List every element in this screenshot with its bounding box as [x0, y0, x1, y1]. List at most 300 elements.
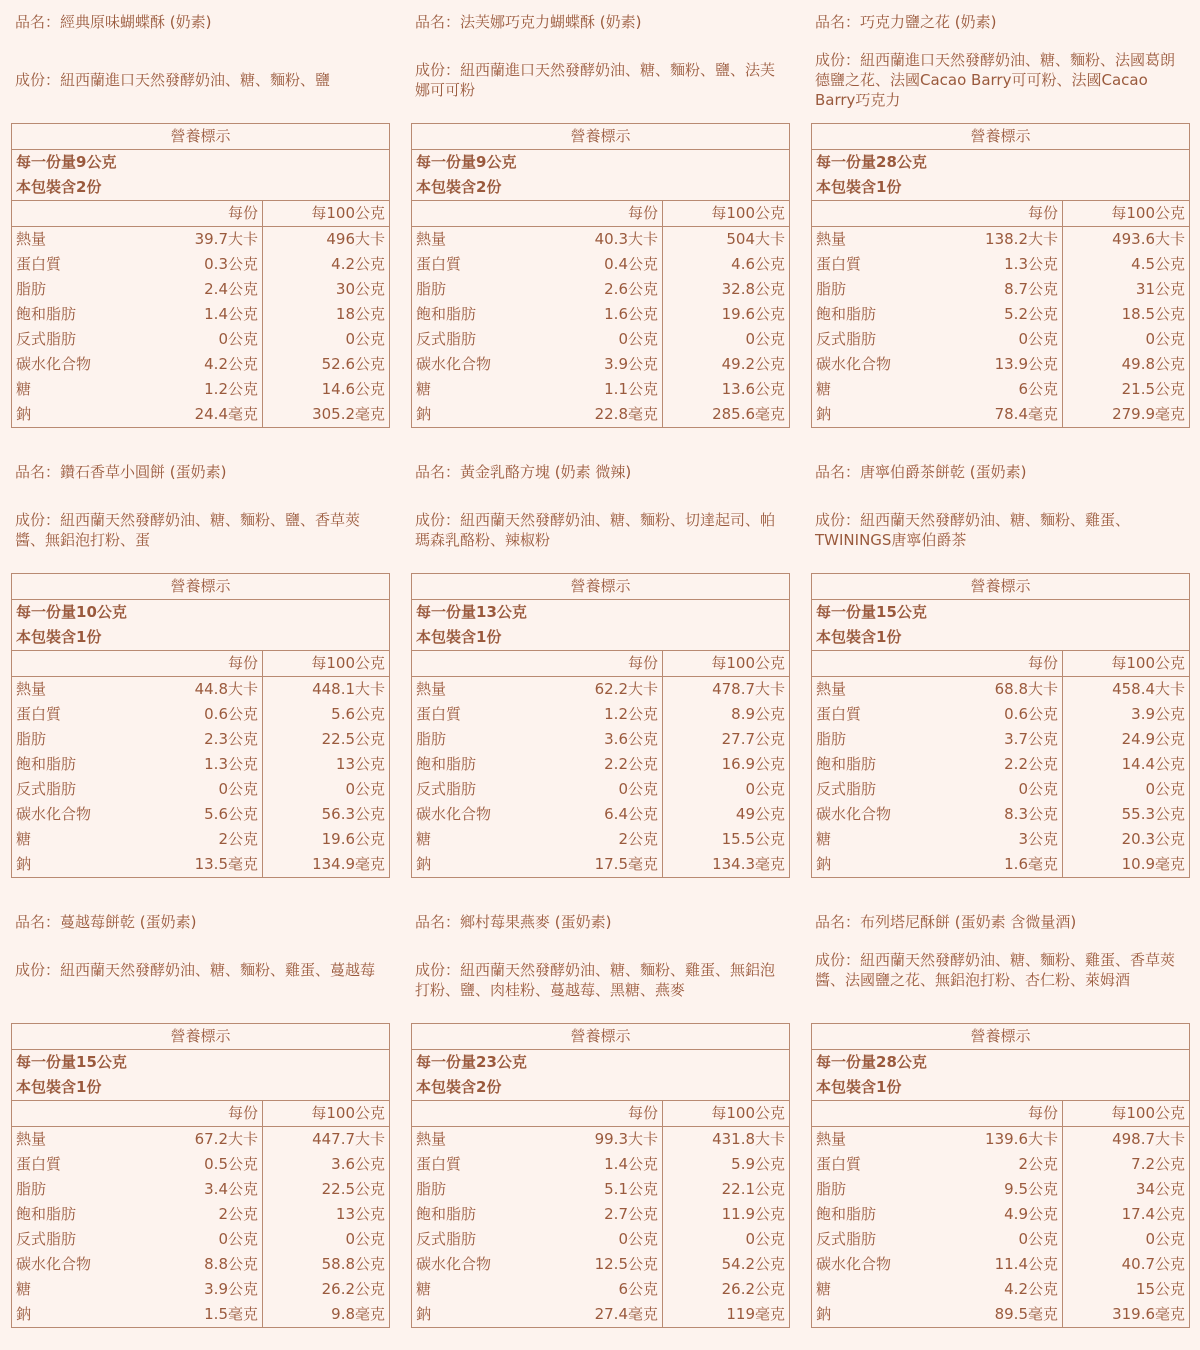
serving-size [412, 1050, 790, 1076]
serving-size-value: 9公克 [76, 153, 117, 171]
per-serving-value: 5.1公克 [557, 1177, 663, 1202]
per-serving-value: 24.4毫克 [157, 402, 263, 428]
serving-size-prefix: 每一份量 [816, 1053, 877, 1071]
nutrient-row [812, 227, 1190, 253]
product-name-prefix: 品名： [15, 913, 61, 931]
per-100g-value: 30公克 [263, 277, 390, 302]
serving-size-value: 23公克 [476, 1053, 527, 1071]
nutrient-name: 鈉 [12, 852, 157, 878]
package-value: 1份 [876, 628, 902, 646]
serving-size-value: 13公克 [476, 603, 527, 621]
product-ingredients [15, 510, 383, 550]
nutrient-row [412, 302, 790, 327]
per-serving-value: 2.4公克 [157, 277, 263, 302]
per-100g-header: 每100公克 [263, 651, 390, 677]
per-serving-value: 13.9公克 [957, 352, 1063, 377]
nutrient-row [12, 1252, 390, 1277]
nutrient-name: 熱量 [12, 1127, 157, 1153]
nutrient-row [812, 1277, 1190, 1302]
product-name-value: 布列塔尼酥餅 (蛋奶素 含微量酒) [860, 913, 1077, 931]
per-100g-value: 40.7公克 [1063, 1252, 1190, 1277]
per-100g-value: 5.6公克 [263, 702, 390, 727]
nutrient-row [12, 1152, 390, 1177]
per-100g-value: 0公克 [663, 777, 790, 802]
per-100g-value: 52.6公克 [263, 352, 390, 377]
nutrient-row [412, 852, 790, 878]
nutrient-name: 蛋白質 [412, 252, 557, 277]
per-100g-value: 31公克 [1063, 277, 1190, 302]
nutrient-row [812, 252, 1190, 277]
per-serving-value: 6公克 [557, 1277, 663, 1302]
serving-size-value: 15公克 [876, 603, 927, 621]
per-100g-value: 32.8公克 [663, 277, 790, 302]
per-100g-value: 54.2公克 [663, 1252, 790, 1277]
product-card [11, 0, 389, 440]
per-100g-value: 10.9毫克 [1063, 852, 1190, 878]
per-serving-value: 1.6公克 [557, 302, 663, 327]
per-100g-value: 13.6公克 [663, 377, 790, 402]
nutrition-title: 營養標示 [812, 1024, 1190, 1050]
serving-size-row [12, 1050, 390, 1076]
per-serving-value: 3.6公克 [557, 727, 663, 752]
product-name [15, 462, 227, 482]
package-row [812, 1075, 1190, 1101]
serving-size [812, 600, 1190, 626]
nutrient-row [12, 227, 390, 253]
nutrient-name: 鈉 [12, 1302, 157, 1328]
per-serving-value: 0.4公克 [557, 252, 663, 277]
nutrition-title: 營養標示 [812, 124, 1190, 150]
header-blank [412, 1101, 557, 1127]
per-100g-value: 13公克 [263, 1202, 390, 1227]
serving-size-prefix: 每一份量 [16, 603, 77, 621]
servings-per-package [12, 1075, 390, 1101]
per-serving-value: 44.8大卡 [157, 677, 263, 703]
serving-size [812, 1050, 1190, 1076]
serving-size-row [412, 150, 790, 176]
per-serving-value: 1.3公克 [957, 252, 1063, 277]
per-100g-value: 498.7大卡 [1063, 1127, 1190, 1153]
per-serving-value: 78.4毫克 [957, 402, 1063, 428]
per-serving-value: 0公克 [557, 777, 663, 802]
nutrient-name: 糖 [12, 827, 157, 852]
nutrient-row [412, 377, 790, 402]
per-100g-value: 56.3公克 [263, 802, 390, 827]
package-prefix: 本包裝含 [816, 1078, 877, 1096]
nutrient-name: 碳水化合物 [412, 352, 557, 377]
serving-size-value: 9公克 [476, 153, 517, 171]
per-serving-value: 6.4公克 [557, 802, 663, 827]
ingredients-value: 紐西蘭進口天然發酵奶油、糖、麵粉、鹽、法芙娜可可粉 [415, 61, 776, 99]
nutrient-row [412, 702, 790, 727]
per-100g-value: 478.7大卡 [663, 677, 790, 703]
product-name-value: 經典原味蝴蝶酥 (奶素) [60, 13, 212, 31]
nutrition-table [411, 1023, 790, 1328]
per-100g-value: 134.9毫克 [263, 852, 390, 878]
per-100g-value: 279.9毫克 [1063, 402, 1190, 428]
nutrient-name: 熱量 [12, 227, 157, 253]
per-100g-value: 20.3公克 [1063, 827, 1190, 852]
nutrient-name: 反式脂肪 [12, 777, 157, 802]
nutrient-name: 飽和脂肪 [812, 1202, 957, 1227]
per-serving-value: 0公克 [957, 1227, 1063, 1252]
nutrient-name: 飽和脂肪 [412, 302, 557, 327]
serving-size [812, 150, 1190, 176]
product-ingredients [415, 960, 783, 1000]
nutrient-row [812, 302, 1190, 327]
nutrition-title-row [812, 124, 1190, 150]
package-value: 1份 [876, 1078, 902, 1096]
per-serving-value: 27.4毫克 [557, 1302, 663, 1328]
nutrient-name: 蛋白質 [812, 252, 957, 277]
servings-per-package [812, 625, 1190, 651]
nutrient-row [12, 352, 390, 377]
nutrient-row [12, 302, 390, 327]
per-100g-value: 448.1大卡 [263, 677, 390, 703]
product-ingredients [815, 510, 1183, 550]
per-100g-value: 4.5公克 [1063, 252, 1190, 277]
ingredients-value: 紐西蘭天然發酵奶油、糖、麵粉、鹽、香草莢醬、無鋁泡打粉、蛋 [15, 511, 361, 549]
per-serving-value: 5.6公克 [157, 802, 263, 827]
product-name-prefix: 品名： [415, 913, 461, 931]
nutrient-name: 碳水化合物 [12, 802, 157, 827]
per-100g-value: 55.3公克 [1063, 802, 1190, 827]
nutrient-row [12, 1227, 390, 1252]
serving-size-value: 28公克 [876, 153, 927, 171]
ingredients-prefix: 成份： [15, 511, 61, 529]
nutrient-row [812, 1127, 1190, 1153]
nutrient-name: 脂肪 [412, 727, 557, 752]
nutrient-name: 脂肪 [12, 1177, 157, 1202]
per-serving-value: 9.5公克 [957, 1177, 1063, 1202]
per-serving-value: 1.2公克 [557, 702, 663, 727]
per-100g-header: 每100公克 [263, 201, 390, 227]
nutrient-name: 鈉 [812, 1302, 957, 1328]
serving-size-prefix: 每一份量 [416, 603, 477, 621]
serving-size-row [12, 600, 390, 626]
package-prefix: 本包裝含 [816, 178, 877, 196]
nutrition-title-row [12, 124, 390, 150]
ingredients-value: 紐西蘭天然發酵奶油、糖、麵粉、雞蛋、香草莢醬、法國鹽之花、無鋁泡打粉、杏仁粉、萊姆酒 [815, 951, 1176, 989]
nutrient-row [12, 402, 390, 428]
per-serving-value: 8.3公克 [957, 802, 1063, 827]
nutrient-row [812, 377, 1190, 402]
nutrient-name: 反式脂肪 [412, 1227, 557, 1252]
nutrition-title-row [12, 574, 390, 600]
package-value: 2份 [476, 178, 502, 196]
per-100g-value: 285.6毫克 [663, 402, 790, 428]
per-serving-value: 2公克 [157, 1202, 263, 1227]
per-serving-value: 0.3公克 [157, 252, 263, 277]
nutrient-name: 反式脂肪 [12, 327, 157, 352]
product-card [11, 450, 389, 890]
nutrient-name: 鈉 [812, 402, 957, 428]
per-100g-value: 58.8公克 [263, 1252, 390, 1277]
serving-size-prefix: 每一份量 [16, 1053, 77, 1071]
nutrition-table [411, 123, 790, 428]
per-serving-value: 2.2公克 [957, 752, 1063, 777]
per-100g-value: 22.1公克 [663, 1177, 790, 1202]
package-prefix: 本包裝含 [416, 178, 477, 196]
nutrition-table [411, 573, 790, 878]
column-header-row [412, 1101, 790, 1127]
nutrient-row [12, 1202, 390, 1227]
per-serving-header: 每份 [557, 201, 663, 227]
serving-size-row [412, 1050, 790, 1076]
package-value: 1份 [876, 178, 902, 196]
per-100g-value: 305.2毫克 [263, 402, 390, 428]
product-name [815, 12, 997, 32]
package-prefix: 本包裝含 [816, 628, 877, 646]
nutrient-row [12, 777, 390, 802]
per-serving-value: 8.7公克 [957, 277, 1063, 302]
nutrient-row [12, 327, 390, 352]
per-100g-value: 24.9公克 [1063, 727, 1190, 752]
per-serving-value: 0公克 [157, 1227, 263, 1252]
header-blank [12, 651, 157, 677]
per-100g-value: 447.7大卡 [263, 1127, 390, 1153]
per-serving-header: 每份 [557, 1101, 663, 1127]
nutrient-name: 熱量 [412, 227, 557, 253]
nutrient-name: 熱量 [812, 677, 957, 703]
servings-per-package [12, 625, 390, 651]
nutrient-row [412, 677, 790, 703]
per-serving-value: 0公克 [957, 777, 1063, 802]
per-100g-value: 22.5公克 [263, 1177, 390, 1202]
ingredients-prefix: 成份： [815, 951, 861, 969]
nutrient-name: 反式脂肪 [812, 777, 957, 802]
nutrient-row [412, 227, 790, 253]
per-serving-value: 1.4公克 [157, 302, 263, 327]
ingredients-value: 紐西蘭天然發酵奶油、糖、麵粉、切達起司、帕瑪森乳酪粉、辣椒粉 [415, 511, 776, 549]
per-100g-value: 4.2公克 [263, 252, 390, 277]
serving-size-value: 10公克 [76, 603, 127, 621]
nutrient-row [12, 1302, 390, 1328]
nutrition-table [11, 1023, 390, 1328]
per-100g-value: 0公克 [263, 777, 390, 802]
product-name [415, 12, 642, 32]
serving-size-prefix: 每一份量 [416, 153, 477, 171]
package-row [812, 175, 1190, 201]
product-name-prefix: 品名： [415, 463, 461, 481]
nutrient-name: 碳水化合物 [812, 802, 957, 827]
product-card [411, 0, 789, 440]
per-serving-value: 17.5毫克 [557, 852, 663, 878]
per-100g-header: 每100公克 [663, 201, 790, 227]
product-name-value: 法芙娜巧克力蝴蝶酥 (奶素) [460, 13, 642, 31]
column-header-row [12, 1101, 390, 1127]
product-ingredients [815, 50, 1183, 110]
per-serving-value: 22.8毫克 [557, 402, 663, 428]
nutrient-name: 脂肪 [412, 277, 557, 302]
nutrition-table [811, 573, 1190, 878]
nutrient-row [812, 1177, 1190, 1202]
nutrient-row [812, 1202, 1190, 1227]
column-header-row [412, 201, 790, 227]
nutrient-name: 蛋白質 [12, 1152, 157, 1177]
nutrient-row [12, 702, 390, 727]
ingredients-prefix: 成份： [415, 511, 461, 529]
ingredients-prefix: 成份： [815, 511, 861, 529]
product-ingredients [815, 950, 1183, 990]
nutrient-name: 鈉 [412, 1302, 557, 1328]
per-serving-value: 2.2公克 [557, 752, 663, 777]
header-blank [812, 651, 957, 677]
per-serving-value: 0.5公克 [157, 1152, 263, 1177]
nutrient-name: 飽和脂肪 [412, 1202, 557, 1227]
per-100g-value: 14.6公克 [263, 377, 390, 402]
nutrient-row [412, 1277, 790, 1302]
package-row [12, 1075, 390, 1101]
package-prefix: 本包裝含 [416, 628, 477, 646]
nutrient-row [12, 827, 390, 852]
nutrient-name: 熱量 [412, 677, 557, 703]
per-100g-value: 15公克 [1063, 1277, 1190, 1302]
per-serving-value: 4.2公克 [157, 352, 263, 377]
per-serving-header: 每份 [157, 651, 263, 677]
servings-per-package [412, 1075, 790, 1101]
per-100g-value: 7.2公克 [1063, 1152, 1190, 1177]
package-row [812, 625, 1190, 651]
per-100g-value: 19.6公克 [663, 302, 790, 327]
per-serving-value: 2.7公克 [557, 1202, 663, 1227]
column-header-row [812, 1101, 1190, 1127]
nutrient-name: 飽和脂肪 [12, 1202, 157, 1227]
product-name [415, 462, 631, 482]
product-name-value: 巧克力鹽之花 (奶素) [860, 13, 997, 31]
per-serving-header: 每份 [957, 201, 1063, 227]
ingredients-value: 紐西蘭天然發酵奶油、糖、麵粉、雞蛋、TWININGS唐寧伯爵茶 [815, 511, 1131, 549]
per-100g-value: 134.3毫克 [663, 852, 790, 878]
nutrient-name: 糖 [12, 377, 157, 402]
product-name [415, 912, 612, 932]
product-name-value: 唐寧伯爵茶餅乾 (蛋奶素) [860, 463, 1027, 481]
package-row [412, 1075, 790, 1101]
nutrient-row [12, 727, 390, 752]
nutrition-title: 營養標示 [812, 574, 1190, 600]
nutrient-name: 蛋白質 [12, 702, 157, 727]
product-ingredients [15, 960, 383, 980]
serving-size-row [812, 150, 1190, 176]
per-100g-value: 19.6公克 [263, 827, 390, 852]
per-serving-value: 11.4公克 [957, 1252, 1063, 1277]
package-row [12, 175, 390, 201]
header-blank [12, 201, 157, 227]
nutrient-row [412, 1152, 790, 1177]
nutrient-name: 飽和脂肪 [12, 302, 157, 327]
product-card [11, 900, 389, 1340]
package-value: 1份 [76, 1078, 102, 1096]
per-100g-value: 0公克 [263, 327, 390, 352]
per-100g-value: 27.7公克 [663, 727, 790, 752]
ingredients-prefix: 成份： [415, 61, 461, 79]
product-card [811, 900, 1189, 1340]
per-100g-value: 3.6公克 [263, 1152, 390, 1177]
ingredients-prefix: 成份： [815, 51, 861, 69]
nutrient-name: 脂肪 [12, 727, 157, 752]
per-100g-value: 14.4公克 [1063, 752, 1190, 777]
nutrient-row [812, 1302, 1190, 1328]
per-100g-value: 49.8公克 [1063, 352, 1190, 377]
servings-per-package [812, 1075, 1190, 1101]
nutrient-name: 反式脂肪 [412, 327, 557, 352]
per-serving-value: 62.2大卡 [557, 677, 663, 703]
per-100g-value: 15.5公克 [663, 827, 790, 852]
nutrient-name: 熱量 [412, 1127, 557, 1153]
nutrient-row [12, 377, 390, 402]
per-100g-value: 3.9公克 [1063, 702, 1190, 727]
nutrient-row [12, 1177, 390, 1202]
servings-per-package [412, 625, 790, 651]
per-serving-value: 1.4公克 [557, 1152, 663, 1177]
product-name-prefix: 品名： [815, 463, 861, 481]
serving-size [12, 150, 390, 176]
nutrient-name: 蛋白質 [812, 702, 957, 727]
per-100g-header: 每100公克 [1063, 651, 1190, 677]
per-serving-value: 67.2大卡 [157, 1127, 263, 1153]
package-row [412, 625, 790, 651]
nutrient-row [412, 1252, 790, 1277]
per-serving-header: 每份 [157, 201, 263, 227]
per-100g-value: 18.5公克 [1063, 302, 1190, 327]
nutrient-row [12, 802, 390, 827]
per-100g-value: 0公克 [263, 1227, 390, 1252]
per-100g-value: 0公克 [663, 1227, 790, 1252]
nutrient-name: 鈉 [12, 402, 157, 428]
product-name-value: 蔓越莓餅乾 (蛋奶素) [60, 913, 197, 931]
per-serving-value: 0公克 [957, 327, 1063, 352]
nutrient-name: 飽和脂肪 [812, 302, 957, 327]
nutrient-row [412, 1227, 790, 1252]
header-blank [412, 651, 557, 677]
column-header-row [12, 651, 390, 677]
package-row [412, 175, 790, 201]
per-serving-value: 2公克 [557, 827, 663, 852]
per-100g-value: 11.9公克 [663, 1202, 790, 1227]
nutrition-table [811, 123, 1190, 428]
ingredients-value: 紐西蘭天然發酵奶油、糖、麵粉、雞蛋、蔓越莓 [60, 961, 376, 979]
package-prefix: 本包裝含 [16, 1078, 77, 1096]
nutrient-row [412, 752, 790, 777]
package-prefix: 本包裝含 [16, 628, 77, 646]
product-name-value: 鑽石香草小圓餅 (蛋奶素) [60, 463, 227, 481]
nutrient-row [812, 752, 1190, 777]
servings-per-package [812, 175, 1190, 201]
nutrient-row [412, 277, 790, 302]
product-ingredients [415, 510, 783, 550]
nutrient-row [812, 802, 1190, 827]
nutrient-name: 脂肪 [812, 277, 957, 302]
package-row [12, 625, 390, 651]
per-serving-header: 每份 [557, 651, 663, 677]
nutrient-name: 飽和脂肪 [12, 752, 157, 777]
ingredients-value: 紐西蘭天然發酵奶油、糖、麵粉、雞蛋、無鋁泡打粉、鹽、肉桂粉、蔓越莓、黑糖、燕麥 [415, 961, 776, 999]
nutrient-row [812, 1227, 1190, 1252]
nutrient-row [812, 702, 1190, 727]
per-100g-value: 16.9公克 [663, 752, 790, 777]
nutrient-row [812, 852, 1190, 878]
nutrient-name: 蛋白質 [412, 1152, 557, 1177]
nutrient-row [412, 827, 790, 852]
per-serving-value: 0公克 [157, 777, 263, 802]
nutrient-name: 糖 [812, 1277, 957, 1302]
per-serving-value: 1.2公克 [157, 377, 263, 402]
nutrient-name: 鈉 [412, 852, 557, 878]
header-blank [812, 1101, 957, 1127]
package-prefix: 本包裝含 [16, 178, 77, 196]
per-100g-value: 22.5公克 [263, 727, 390, 752]
per-serving-value: 3.4公克 [157, 1177, 263, 1202]
